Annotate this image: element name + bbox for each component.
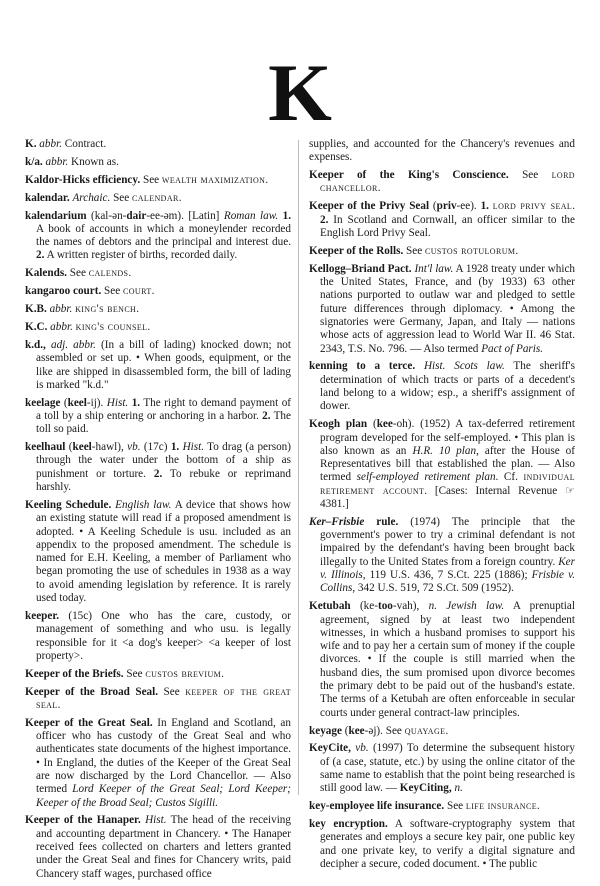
dictionary-entry bbox=[25, 339, 291, 392]
dictionary-entry bbox=[25, 156, 291, 169]
entry-text: Ker v. Illinois bbox=[320, 555, 575, 582]
entry-text: . bbox=[265, 173, 269, 186]
entry-text: A device that shows how an existing statute will read if a proposed amendment is adopted. • A Keeling Schedule is usu. included as an appendix to the proposed amendment. The schedule is named for E.H. Keeling, a member of Parliament who began promoting the use of schedules in 1938 as a way to avoid amending legislation by reference. It is rarely used today. bbox=[36, 498, 291, 605]
dictionary-entry bbox=[25, 267, 291, 280]
headword: keelhaul bbox=[25, 441, 66, 454]
entry-text: . bbox=[178, 191, 182, 204]
entry-text: Contract. bbox=[62, 138, 107, 150]
headword: keel bbox=[72, 441, 92, 454]
dictionary-entry bbox=[25, 717, 291, 810]
entry-text: -hawl), bbox=[91, 441, 128, 454]
entry-text: , 342 U.S. 519, 72 S.Ct. 509 (1952). bbox=[352, 582, 514, 595]
entry-text: See bbox=[158, 685, 186, 698]
entry-text: A 1928 treaty under which the United States, France, and (by 1933) 63 other nations purported to outlaw war and pledged to settle future differences through diplomacy. • Among the signatories were Germany, Japan, and Italy — nations whose acts of aggression lead to World War II. 46 Stat. 2343, T.S. No. 796. — Also termed bbox=[320, 262, 576, 355]
headword: K.B. bbox=[25, 303, 47, 316]
entry-text: abbr. bbox=[49, 303, 73, 316]
dictionary-entry bbox=[309, 725, 575, 738]
entry-text: Roman law. bbox=[223, 209, 279, 222]
entry-text: . bbox=[57, 698, 61, 711]
entry-text: In Scotland and Cornwall, an officer similar to the English Lord Privy Seal. bbox=[320, 213, 575, 239]
entry-text: . [Cases: Internal Revenue ☞ 4381.] bbox=[320, 484, 576, 510]
headword: Ker–Frisbie bbox=[309, 515, 365, 528]
headword: Ketubah bbox=[309, 600, 351, 613]
entry-text: -ij). bbox=[86, 396, 107, 409]
cross-reference: king's bench bbox=[75, 303, 137, 316]
entry-text: The head of the receiving and accounting department in Chancery. • The Hanaper received fees collected on charters and letters granted under the Great Seal and fines for Chancery writs, paid Chancery staff wages, purchased office bbox=[36, 814, 291, 880]
cross-reference: lord privy seal bbox=[492, 200, 573, 213]
dictionary-entry bbox=[309, 818, 575, 871]
dictionary-entry bbox=[25, 441, 291, 494]
entry-text bbox=[415, 360, 424, 372]
headword: 2. bbox=[153, 467, 163, 480]
headword: dair bbox=[126, 209, 147, 222]
dictionary-entry bbox=[25, 138, 291, 151]
entry-text: vb. bbox=[355, 742, 369, 755]
entry-text: A written register of births, recorded daily. bbox=[44, 249, 238, 262]
dictionary-entry bbox=[25, 397, 291, 437]
entry-text: ( bbox=[65, 441, 73, 454]
headword: KeyCite, bbox=[309, 742, 351, 755]
headword: key-employee life insurance. bbox=[309, 800, 445, 813]
entry-text: -vah), bbox=[392, 600, 429, 613]
cross-reference: wealth maximization bbox=[161, 173, 266, 186]
headword: key encryption. bbox=[309, 818, 388, 831]
entry-text: adj. abbr. bbox=[50, 338, 96, 351]
entry-text: (15c) One who has the care, custody, or management of something and who usu. is legally responsible for it <a dog's keeper> <a keeper of lost property>. bbox=[36, 609, 291, 662]
entry-text: abbr. bbox=[50, 321, 73, 334]
dictionary-entry bbox=[309, 200, 575, 240]
entry-text: (1997) To determine the subsequent history of (a case, statute, etc.) by using the online citator of the same name to establish that the point being researched is still good law. — bbox=[320, 742, 575, 795]
entry-text: To drag (a person) through the water under the bottom of a ship as punishment or torture. bbox=[36, 441, 291, 480]
dictionary-entry bbox=[25, 285, 291, 298]
headword: keelage bbox=[25, 396, 61, 409]
headword: Keeling Schedule. bbox=[25, 498, 112, 511]
dictionary-entry-continuation bbox=[309, 138, 575, 165]
entry-text: (In a bill of lading) knocked down; not assembled or set up. • When goods, equipment, or the like are shipped in disassembled form, the bill of lading is marked "k.d." bbox=[36, 338, 291, 391]
headword: 1. bbox=[131, 396, 141, 409]
headword: Keeper of the Briefs. bbox=[25, 667, 124, 680]
entry-text: (17c) bbox=[140, 441, 171, 454]
entry-text: See bbox=[110, 191, 133, 204]
entry-text: . bbox=[445, 724, 449, 737]
entry-text: vb. bbox=[127, 441, 141, 454]
dictionary-entry bbox=[309, 169, 575, 196]
entry-text: . bbox=[151, 285, 155, 298]
dictionary-entry bbox=[25, 321, 291, 334]
headword: k.d., bbox=[25, 338, 46, 351]
entry-text: , 119 U.S. 436, 7 S.Ct. 225 (1886); bbox=[362, 569, 532, 582]
entry-text: -ee-əm). [Latin] bbox=[146, 209, 224, 222]
headword: rule. bbox=[364, 515, 399, 528]
entry-text: Hist. bbox=[182, 441, 205, 454]
entry-text: See bbox=[508, 169, 552, 182]
headword: k/a. bbox=[25, 155, 43, 168]
entry-text: Known as. bbox=[68, 155, 119, 168]
entry-text: . bbox=[147, 321, 151, 334]
headword: K. bbox=[25, 138, 37, 150]
entry-text: See bbox=[66, 267, 89, 280]
entry-text: . bbox=[537, 800, 540, 813]
entry-text: Hist. Scots law. bbox=[423, 360, 505, 373]
entry-text: The toll so paid. bbox=[36, 409, 291, 436]
entry-text: H.R. 10 plan bbox=[412, 444, 477, 457]
dictionary-entry bbox=[25, 668, 291, 681]
entry-text: n. Jewish law. bbox=[428, 600, 505, 613]
entry-text: ( bbox=[60, 396, 68, 409]
headword: 2. bbox=[36, 249, 45, 262]
entry-text: In England and Scotland, an officer who has custody of the Great Seal and who authenticates state documents of the highest importance. • In England, the duties of the Keeper of the Great Seal are now discharged by the Lord Chancellor. — Also termed bbox=[36, 716, 291, 796]
entry-text: Lord Keeper of the Great Seal; Lord Keeper; Keeper of the Broad Seal; Custos Sigilli. bbox=[36, 783, 291, 809]
entry-text: . bbox=[377, 182, 381, 195]
entry-text: . bbox=[572, 200, 576, 213]
entry-text: See bbox=[444, 800, 466, 813]
cross-reference: court bbox=[123, 285, 152, 298]
dictionary-entry bbox=[309, 516, 575, 596]
headword: kalendarium bbox=[25, 209, 87, 222]
entry-text: Hist. bbox=[106, 396, 129, 409]
entry-text: n. bbox=[454, 782, 463, 795]
dictionary-entry bbox=[309, 245, 575, 258]
cross-reference: lord chancellor bbox=[320, 169, 575, 195]
right-column bbox=[309, 138, 575, 876]
headword: too bbox=[377, 600, 393, 613]
headword: K.C. bbox=[25, 321, 48, 334]
dictionary-entry bbox=[25, 610, 291, 663]
headword: kangaroo court. bbox=[25, 285, 102, 298]
dictionary-entry bbox=[309, 263, 575, 356]
headword: keel bbox=[67, 396, 87, 409]
entry-text: See bbox=[140, 173, 162, 186]
dictionary-entry bbox=[309, 360, 575, 413]
entry-text: -ee). bbox=[456, 200, 481, 213]
entry-text: See bbox=[101, 285, 123, 298]
headword: Kaldor-Hicks efficiency. bbox=[25, 173, 141, 186]
headword: Keeper of the Privy Seal bbox=[309, 200, 430, 213]
entry-text: ( bbox=[367, 418, 377, 431]
dictionary-entry bbox=[309, 742, 575, 795]
dictionary-entry bbox=[309, 800, 575, 813]
cross-reference: calends bbox=[88, 267, 129, 280]
entry-text: (1974) The principle that the government's power to try a criminal defendant is not impaired by the defendant's having been brought back illegally to the United States from a foreign country. bbox=[320, 515, 575, 568]
entry-text: . bbox=[136, 303, 140, 316]
entry-text: (kal-ən- bbox=[86, 209, 127, 222]
headword: keeper. bbox=[25, 609, 60, 622]
entry-text: . bbox=[515, 244, 519, 257]
cross-reference: quayage bbox=[404, 724, 446, 737]
entry-text: A prenuptial agreement, signed by at least two independent witnesses, in which a husband promises to support his wife and to pay her a certain sum of money if the couple divorces. • If the couple is still married when the husband dies, the sum promised upon divorce becomes the primary debt to be paid out of the husband's estate. The terms of a Ketubah are often enforceable in secular courts under general contract-law principles. bbox=[320, 600, 575, 719]
entry-text: supplies, and accounted for the Chancery's revenues and expenses. bbox=[309, 138, 575, 164]
headword: kee bbox=[348, 724, 365, 737]
entry-text: , after the House of Representatives bill that established the plan. — Also termed bbox=[320, 444, 575, 484]
section-letter-heading: K bbox=[268, 47, 332, 138]
headword: 1. bbox=[170, 441, 180, 454]
cross-reference: custos brevium bbox=[145, 667, 222, 680]
headword: Keeper of the Hanaper. bbox=[25, 814, 141, 827]
entry-text: (ke- bbox=[350, 600, 378, 613]
entry-text: The sheriff's determination of which tracts or parts of a decedent's land belong to a widow; esp., a sheriff's assignment of dower. bbox=[320, 360, 575, 413]
entry-text: Pact of Paris. bbox=[481, 342, 544, 355]
dictionary-entry bbox=[25, 174, 291, 187]
entry-text: See bbox=[123, 667, 146, 680]
entry-text: See bbox=[403, 244, 425, 257]
dictionary-entry bbox=[309, 418, 575, 511]
dictionary-entry bbox=[25, 192, 291, 205]
headword: 2. bbox=[320, 213, 329, 226]
entry-text: Frisbie v. Collins bbox=[320, 569, 575, 595]
entry-text: abbr. bbox=[39, 138, 62, 150]
entry-text: . Cf. bbox=[495, 471, 524, 484]
headword: Keeper of the Broad Seal. bbox=[25, 685, 159, 698]
headword: Kellogg–Briand Pact. bbox=[309, 262, 412, 275]
dictionary-entry bbox=[25, 686, 291, 713]
headword: 1. bbox=[282, 209, 292, 222]
entry-text: To rebuke or reprimand harshly. bbox=[36, 467, 291, 494]
dictionary-entry bbox=[25, 303, 291, 316]
cross-reference: life insurance bbox=[465, 800, 537, 813]
headword: Kalends. bbox=[25, 267, 67, 280]
headword: kenning to a terce. bbox=[309, 360, 416, 373]
entry-text: -oh). (1952) A tax-deferred retirement program developed for the self-employed. • This plan is also known as an bbox=[320, 418, 575, 457]
headword: Keogh plan bbox=[309, 418, 368, 431]
entry-text: English law. bbox=[115, 498, 172, 511]
entry-text: ( bbox=[429, 200, 437, 213]
cross-reference: keeper of the great seal bbox=[36, 685, 292, 711]
dictionary-entry bbox=[309, 600, 575, 720]
cross-reference: calendar bbox=[132, 191, 179, 204]
cross-reference: custos rotulorum bbox=[425, 244, 516, 257]
headword: Keeper of the Great Seal. bbox=[25, 716, 153, 729]
left-column bbox=[25, 138, 291, 886]
column-divider bbox=[298, 140, 299, 795]
headword: kee bbox=[376, 418, 393, 431]
entry-text: Hist. bbox=[145, 814, 167, 827]
entry-text: A software-cryptography system that generates and employs a secure key pair, one public key and one private key, to verify a digital signature and decipher a secure, coded document. • The public bbox=[320, 818, 575, 870]
entry-text: self-employed retirement plan bbox=[356, 471, 496, 484]
headword: 2. bbox=[262, 409, 271, 422]
headword: priv bbox=[436, 200, 457, 213]
cross-reference: king's counsel bbox=[75, 321, 148, 334]
entry-text: ( bbox=[341, 724, 349, 737]
dictionary-entry bbox=[25, 499, 291, 605]
entry-text: abbr. bbox=[45, 155, 69, 168]
headword: 1. bbox=[480, 200, 489, 213]
cross-reference: individual retirement account bbox=[320, 471, 575, 497]
entry-text: The right to demand payment of a toll by a ship entering or anchoring in a harbor. bbox=[36, 396, 292, 422]
entry-text: Archaic. bbox=[72, 191, 111, 204]
dictionary-entry bbox=[25, 210, 291, 263]
headword: KeyCiting, bbox=[399, 782, 452, 795]
entry-text: . bbox=[128, 267, 132, 280]
entry-text: . bbox=[221, 667, 224, 680]
headword: Keeper of the Rolls. bbox=[309, 244, 404, 257]
entry-text: -əj). See bbox=[364, 724, 405, 737]
entry-text: Int'l law. bbox=[414, 262, 454, 275]
headword: Keeper of the King's Conscience. bbox=[309, 169, 509, 182]
headword: keyage bbox=[309, 724, 342, 737]
headword: kalendar. bbox=[25, 191, 70, 204]
dictionary-entry bbox=[25, 814, 291, 880]
entry-text: A book of accounts in which a moneylender recorded the names of debtors and the principal and interest due. bbox=[36, 222, 291, 249]
